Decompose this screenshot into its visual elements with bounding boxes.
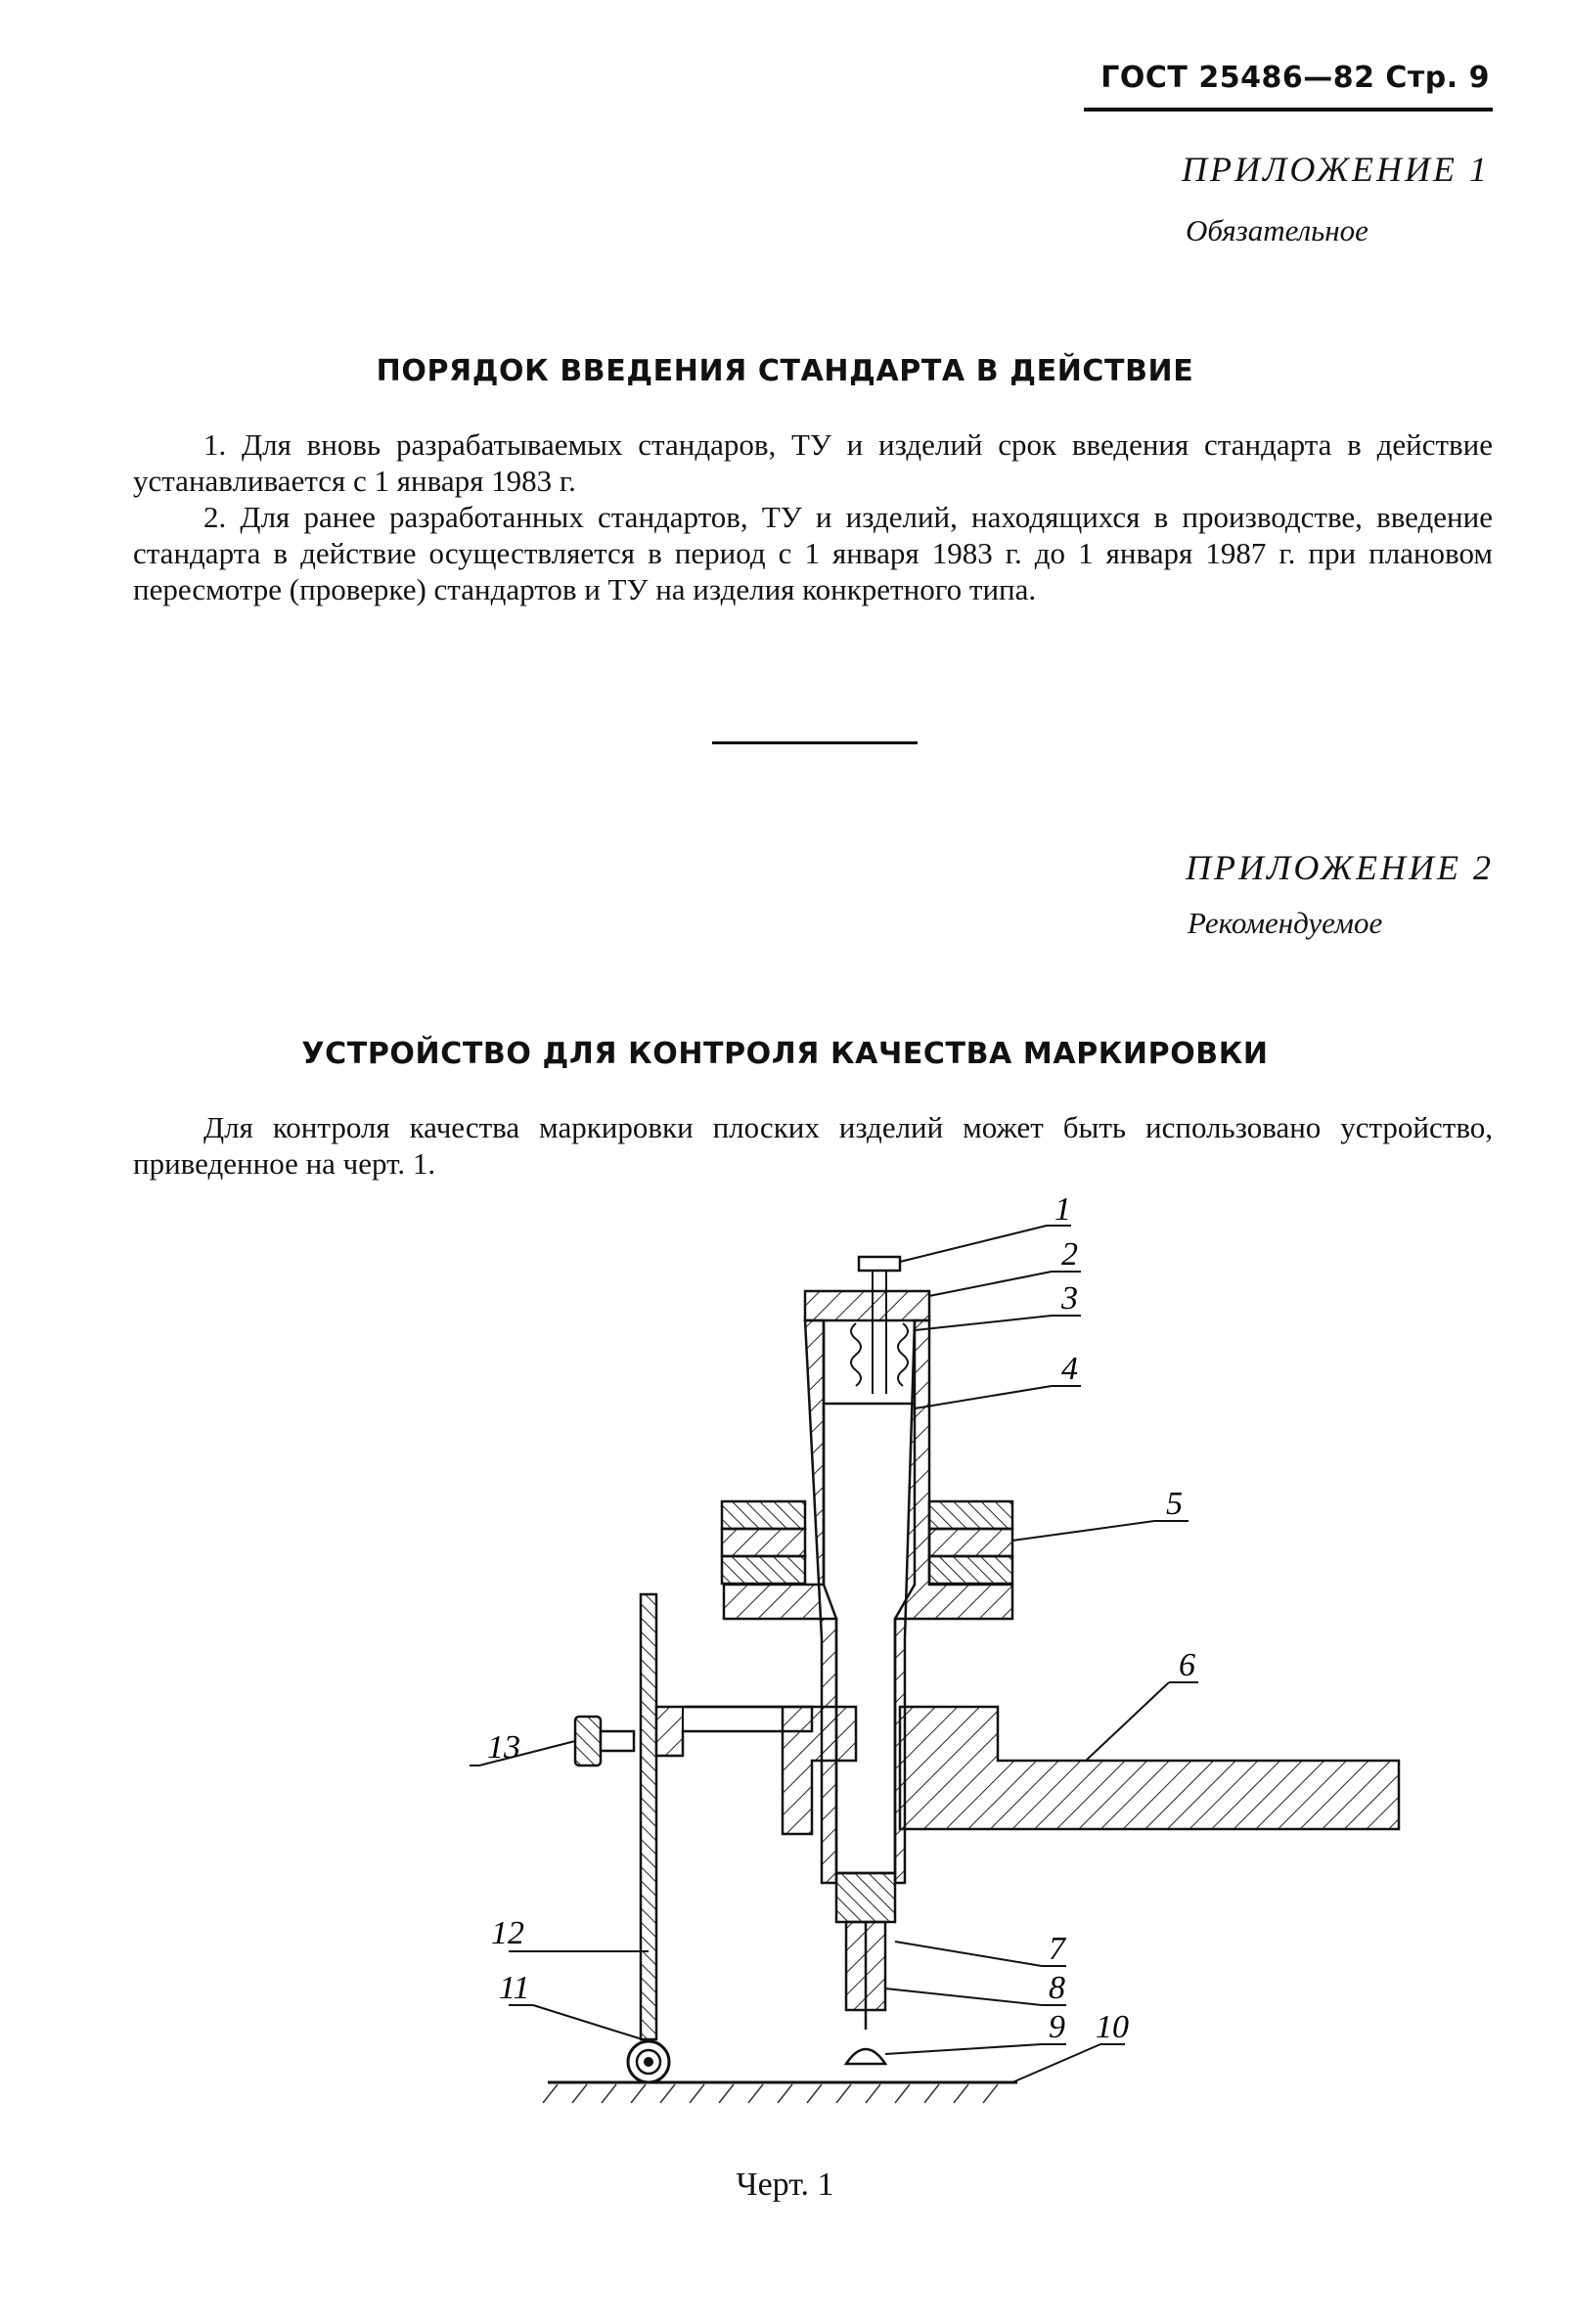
appendix-1-body <box>133 426 1493 607</box>
leader-label: 5 <box>1166 1486 1183 1522</box>
guide-rod <box>641 1594 656 2039</box>
marking-quality-device-drawing <box>470 1198 1428 2147</box>
appendix-2-paragraph: Для контроля качества маркировки плоских изделий может быть использовано устройство, приведенное на черт. 1. <box>133 1110 1493 1181</box>
header-rule <box>1084 108 1493 112</box>
support-frame <box>685 1707 1399 1834</box>
weights <box>722 1501 1012 1584</box>
appendix-1-paragraph-1: 1. Для вновь разрабатываемых стандаров, ТУ и изделий срок введения стандарта в действие устанавливается с 1 января 1983 г. <box>133 427 1493 498</box>
leader-label: 9 <box>1049 2009 1065 2045</box>
leader-label: 4 <box>1061 1351 1078 1387</box>
appendix-2-heading: УСТРОЙСТВО ДЛЯ КОНТРОЛЯ КАЧЕСТВА МАРКИРОВКИ <box>301 1037 1269 1071</box>
leader-label: 3 <box>1061 1280 1078 1317</box>
leader-label: 11 <box>499 1970 530 2006</box>
leader-label: 8 <box>1049 1970 1065 2006</box>
leader-label: 6 <box>1179 1647 1195 1683</box>
appendix-1-heading: ПОРЯДОК ВВЕДЕНИЯ СТАНДАРТА В ДЕЙСТВИЕ <box>376 354 1194 388</box>
appendix-1-status: Обязательное <box>1186 213 1368 247</box>
roller <box>628 2041 669 2082</box>
page-header-code: ГОСТ 25486—82 Стр. 9 <box>1100 61 1490 95</box>
appendix-2-status: Рекомендуемое <box>1188 906 1383 940</box>
clamp-screw <box>575 1717 634 1765</box>
stamp-holder <box>836 1873 895 2064</box>
leader-label: 13 <box>487 1729 520 1765</box>
figure-caption: Черт. 1 <box>736 2167 834 2203</box>
leader-label: 12 <box>491 1915 524 1951</box>
leader-label: 1 <box>1054 1198 1071 1228</box>
leader-label: 2 <box>1061 1236 1078 1273</box>
appendix-2-title: ПРИЛОЖЕНИЕ 2 <box>1186 848 1494 887</box>
ground-surface <box>543 2082 1017 2103</box>
leader-label: 10 <box>1096 2009 1129 2045</box>
appendix-1-title: ПРИЛОЖЕНИЕ 1 <box>1182 150 1490 189</box>
appendix-1-paragraph-2: 2. Для ранее разработанных стандартов, ТУ и изделий, находящихся в производстве, введение стандарта в действие осуществляется в период с 1 января 1983 г. до 1 января 1987 г. при плановом пересмотре (проверке) стандартов и ТУ на изделия конкретного типа. <box>133 500 1493 606</box>
appendix-2-body <box>133 1109 1493 1182</box>
section-divider <box>712 741 918 744</box>
leader-label: 7 <box>1049 1931 1065 1967</box>
